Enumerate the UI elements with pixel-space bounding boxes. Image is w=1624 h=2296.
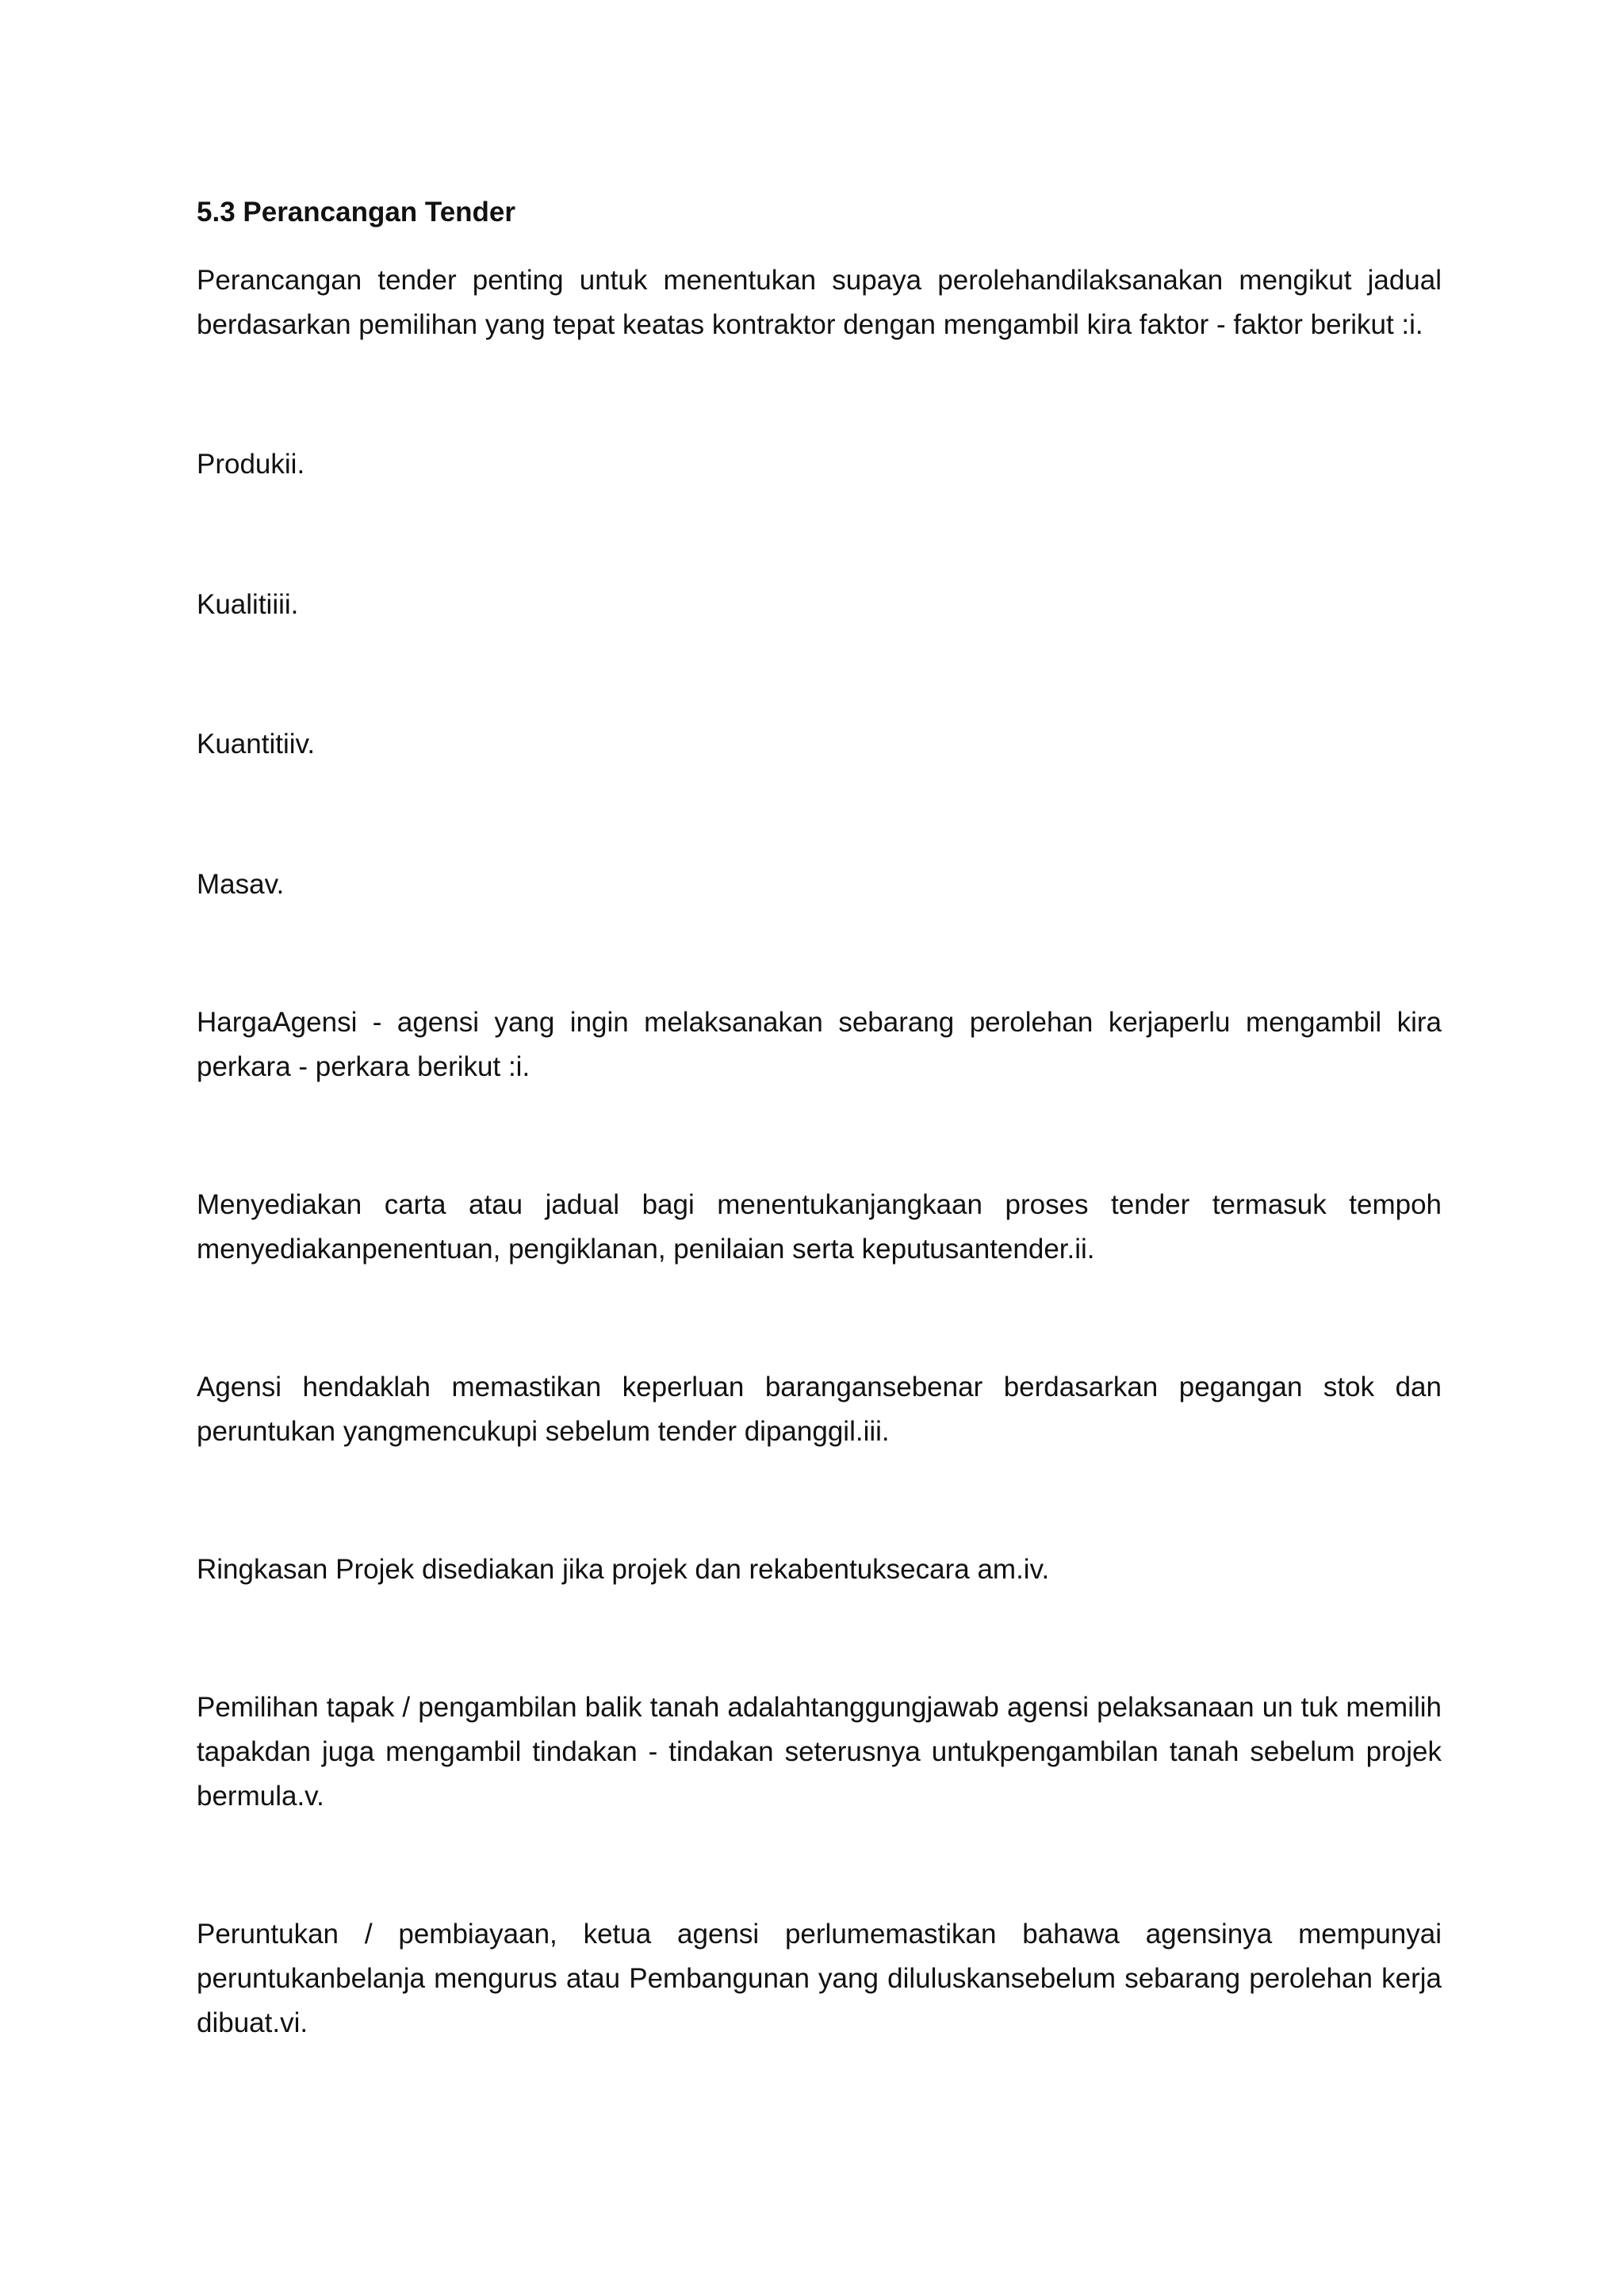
paragraph-peruntukan: Peruntukan / pembiayaan, ketua agensi perlumemastikan bahawa agensinya mempunyai peruntukanbelanja mengurus atau Pembangunan yang diluluskansebelum sebarang perolehan kerja dibuat.vi.	[197, 1919, 1442, 2038]
paragraph-ringkasan-projek: Ringkasan Projek disediakan jika projek dan rekabentuksecara am.iv.	[197, 1554, 1050, 1585]
intro-paragraph: Perancangan tender penting untuk menentukan supaya perolehandilaksanakan mengikut jadual berdasarkan pemilihan yang tepat keatas kontraktor dengan mengambil kira faktor - faktor berikut :i.	[197, 265, 1442, 340]
list-item-masa: Masav.	[197, 869, 285, 900]
paragraph-pemilihan-tapak: Pemilihan tapak / pengambilan balik tanah adalahtanggungjawab agensi pelaksanaan un tuk memilih tapakdan juga mengambil tindakan - tindakan seterusnya untukpengambilan tanah sebelum projek bermula.v.	[197, 1692, 1442, 1812]
section-heading: 5.3 Perancangan Tender	[197, 197, 516, 228]
list-item-kuantiti: Kuantitiiv.	[197, 729, 316, 760]
paragraph-keperluan-barangan: Agensi hendaklah memastikan keperluan barangansebenar berdasarkan pegangan stok dan peruntukan yangmencukupi sebelum tender dipanggil.iii.	[197, 1372, 1442, 1447]
list-item-produk: Produkii.	[197, 449, 305, 480]
paragraph-menyediakan-carta: Menyediakan carta atau jadual bagi menentukanjangkaan proses tender termasuk tempoh menyediakanpenentuan, pengiklanan, penilaian serta keputusantender.ii.	[197, 1189, 1442, 1265]
paragraph-harga-agensi: HargaAgensi - agensi yang ingin melaksanakan sebarang perolehan kerjaperlu mengambil kira perkara - perkara berikut :i.	[197, 1007, 1442, 1082]
list-item-kualiti: Kualitiiii.	[197, 589, 299, 620]
